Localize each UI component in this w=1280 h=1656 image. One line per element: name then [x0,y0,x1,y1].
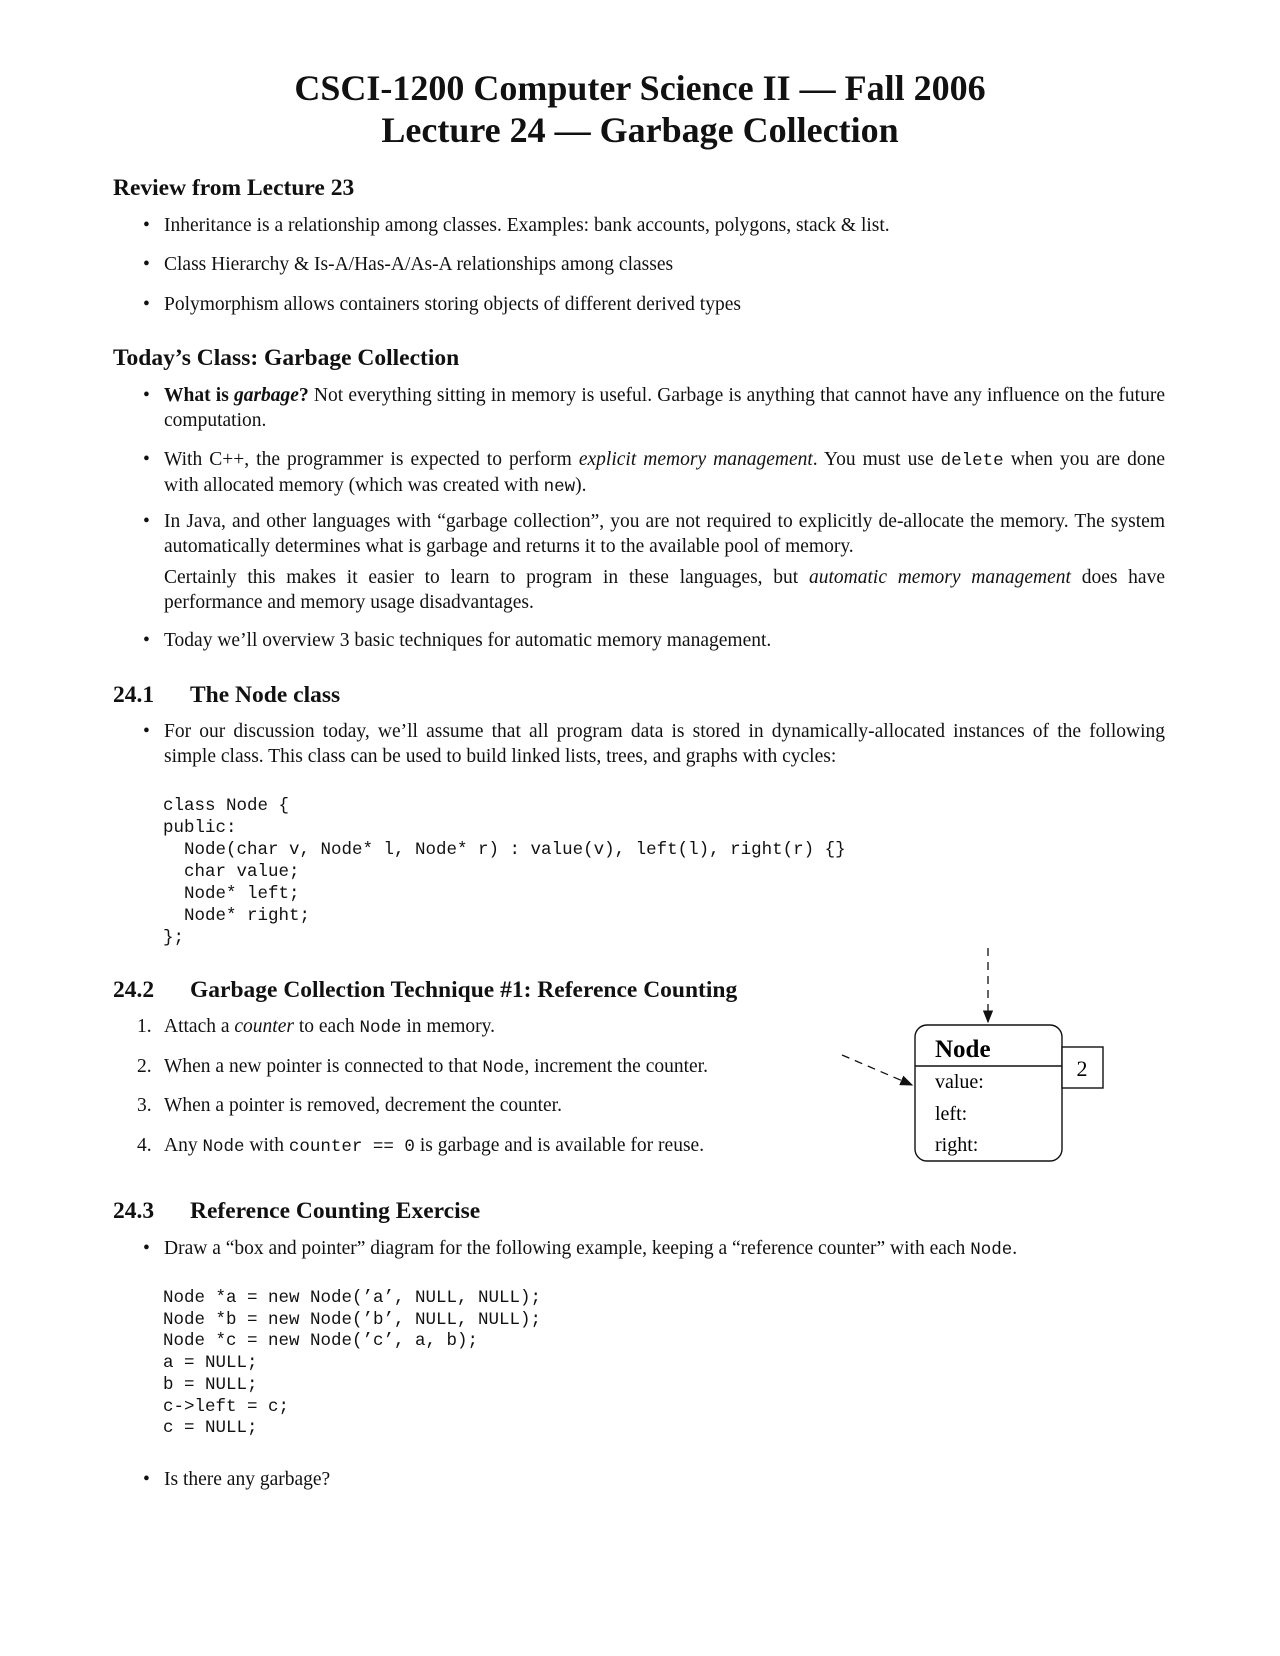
field-right: right: [935,1134,979,1156]
heading-24-1: 24.1 The Node class [113,682,341,708]
list-item: • What is garbage? Not everything sitting in memory is useful. Garbage is anything that cannot have any influence on the future computation. [143,385,1165,431]
list-item: • Class Hierarchy & Is-A/Has-A/As-A relationships among classes [143,253,1165,278]
bullet: • [143,294,150,315]
node-diagram [830,940,1120,1170]
title-line-2: Lecture 24 — Garbage Collection [381,110,899,150]
list-item: • Today we’ll overview 3 basic techniques for automatic memory management. [143,629,1165,654]
node-title: Node [935,1036,991,1063]
list-item: • Draw a “box and pointer” diagram for the following example, keeping a “reference counter” with each Node. [143,1238,1018,1260]
field-left: left: [935,1103,968,1125]
bullet: • [143,511,150,532]
bullet: • [143,1469,150,1490]
code-block-exercise: Node *a = new Node(’a’, NULL, NULL); Node *b = new Node(’b’, NULL, NULL); Node *c = new Node(’c’, a, b); a = NULL; b = NULL; c->left = c; c = NULL; [163,1288,542,1439]
field-value: value: [935,1071,984,1093]
list-item: • Is there any garbage? [143,1468,1165,1493]
counter-value: 2 [1076,1056,1088,1081]
bullet: • [143,1238,150,1259]
bullet: • [143,215,150,236]
list-item: • Polymorphism allows containers storing objects of different derived types [143,293,1165,318]
dashed-pointer-arrow [842,1055,912,1085]
bullet: • [143,449,150,470]
heading-24-3: 24.3 Reference Counting Exercise [113,1198,481,1224]
heading-24-2: 24.2 Garbage Collection Technique #1: Reference Counting [113,977,738,1003]
list-item: • For our discussion today, we’ll assume that all program data is stored in dynamically-allocated instances of the following simple class. This class can be used to build linked lists, trees, and graphs with cycles: [143,721,1165,767]
bullet: • [143,630,150,651]
bullet: • [143,385,150,406]
heading-today: Today’s Class: Garbage Collection [113,345,460,371]
list-item: 4. Any Node with counter == 0 is garbage and is available for reuse. [137,1135,705,1157]
title-line-1: CSCI-1200 Computer Science II — Fall 2006 [294,68,986,108]
list-item: • Inheritance is a relationship among classes. Examples: bank accounts, polygons, stack & list. [143,214,1165,239]
list-item: • With C++, the programmer is expected to perform explicit memory management. You must use delete when you are done with allocated memory (which was created with new). [143,449,1166,497]
bullet: • [143,721,150,742]
bullet: • [143,254,150,275]
list-item: 2. When a new pointer is connected to that Node, increment the counter. [137,1056,708,1078]
list-item: 3. When a pointer is removed, decrement the counter. [137,1095,562,1116]
code-block-node-class: class Node { public: Node(char v, Node* l, Node* r) : value(v), left(l), right(r) {} char value; Node* left; Node* right; }; [163,796,846,948]
list-item: • In Java, and other languages with “garbage collection”, you are not required to explicitly de-allocate the memory. The system automatically determines what is garbage and returns it to the available pool of memory. Certainly this makes it easier to learn to program in these languages, but automatic memory management does have performance and memory usage disadvantages. [143,511,1165,613]
list-item: 1. Attach a counter to each Node in memory. [137,1016,496,1038]
heading-review: Review from Lecture 23 [113,175,355,201]
